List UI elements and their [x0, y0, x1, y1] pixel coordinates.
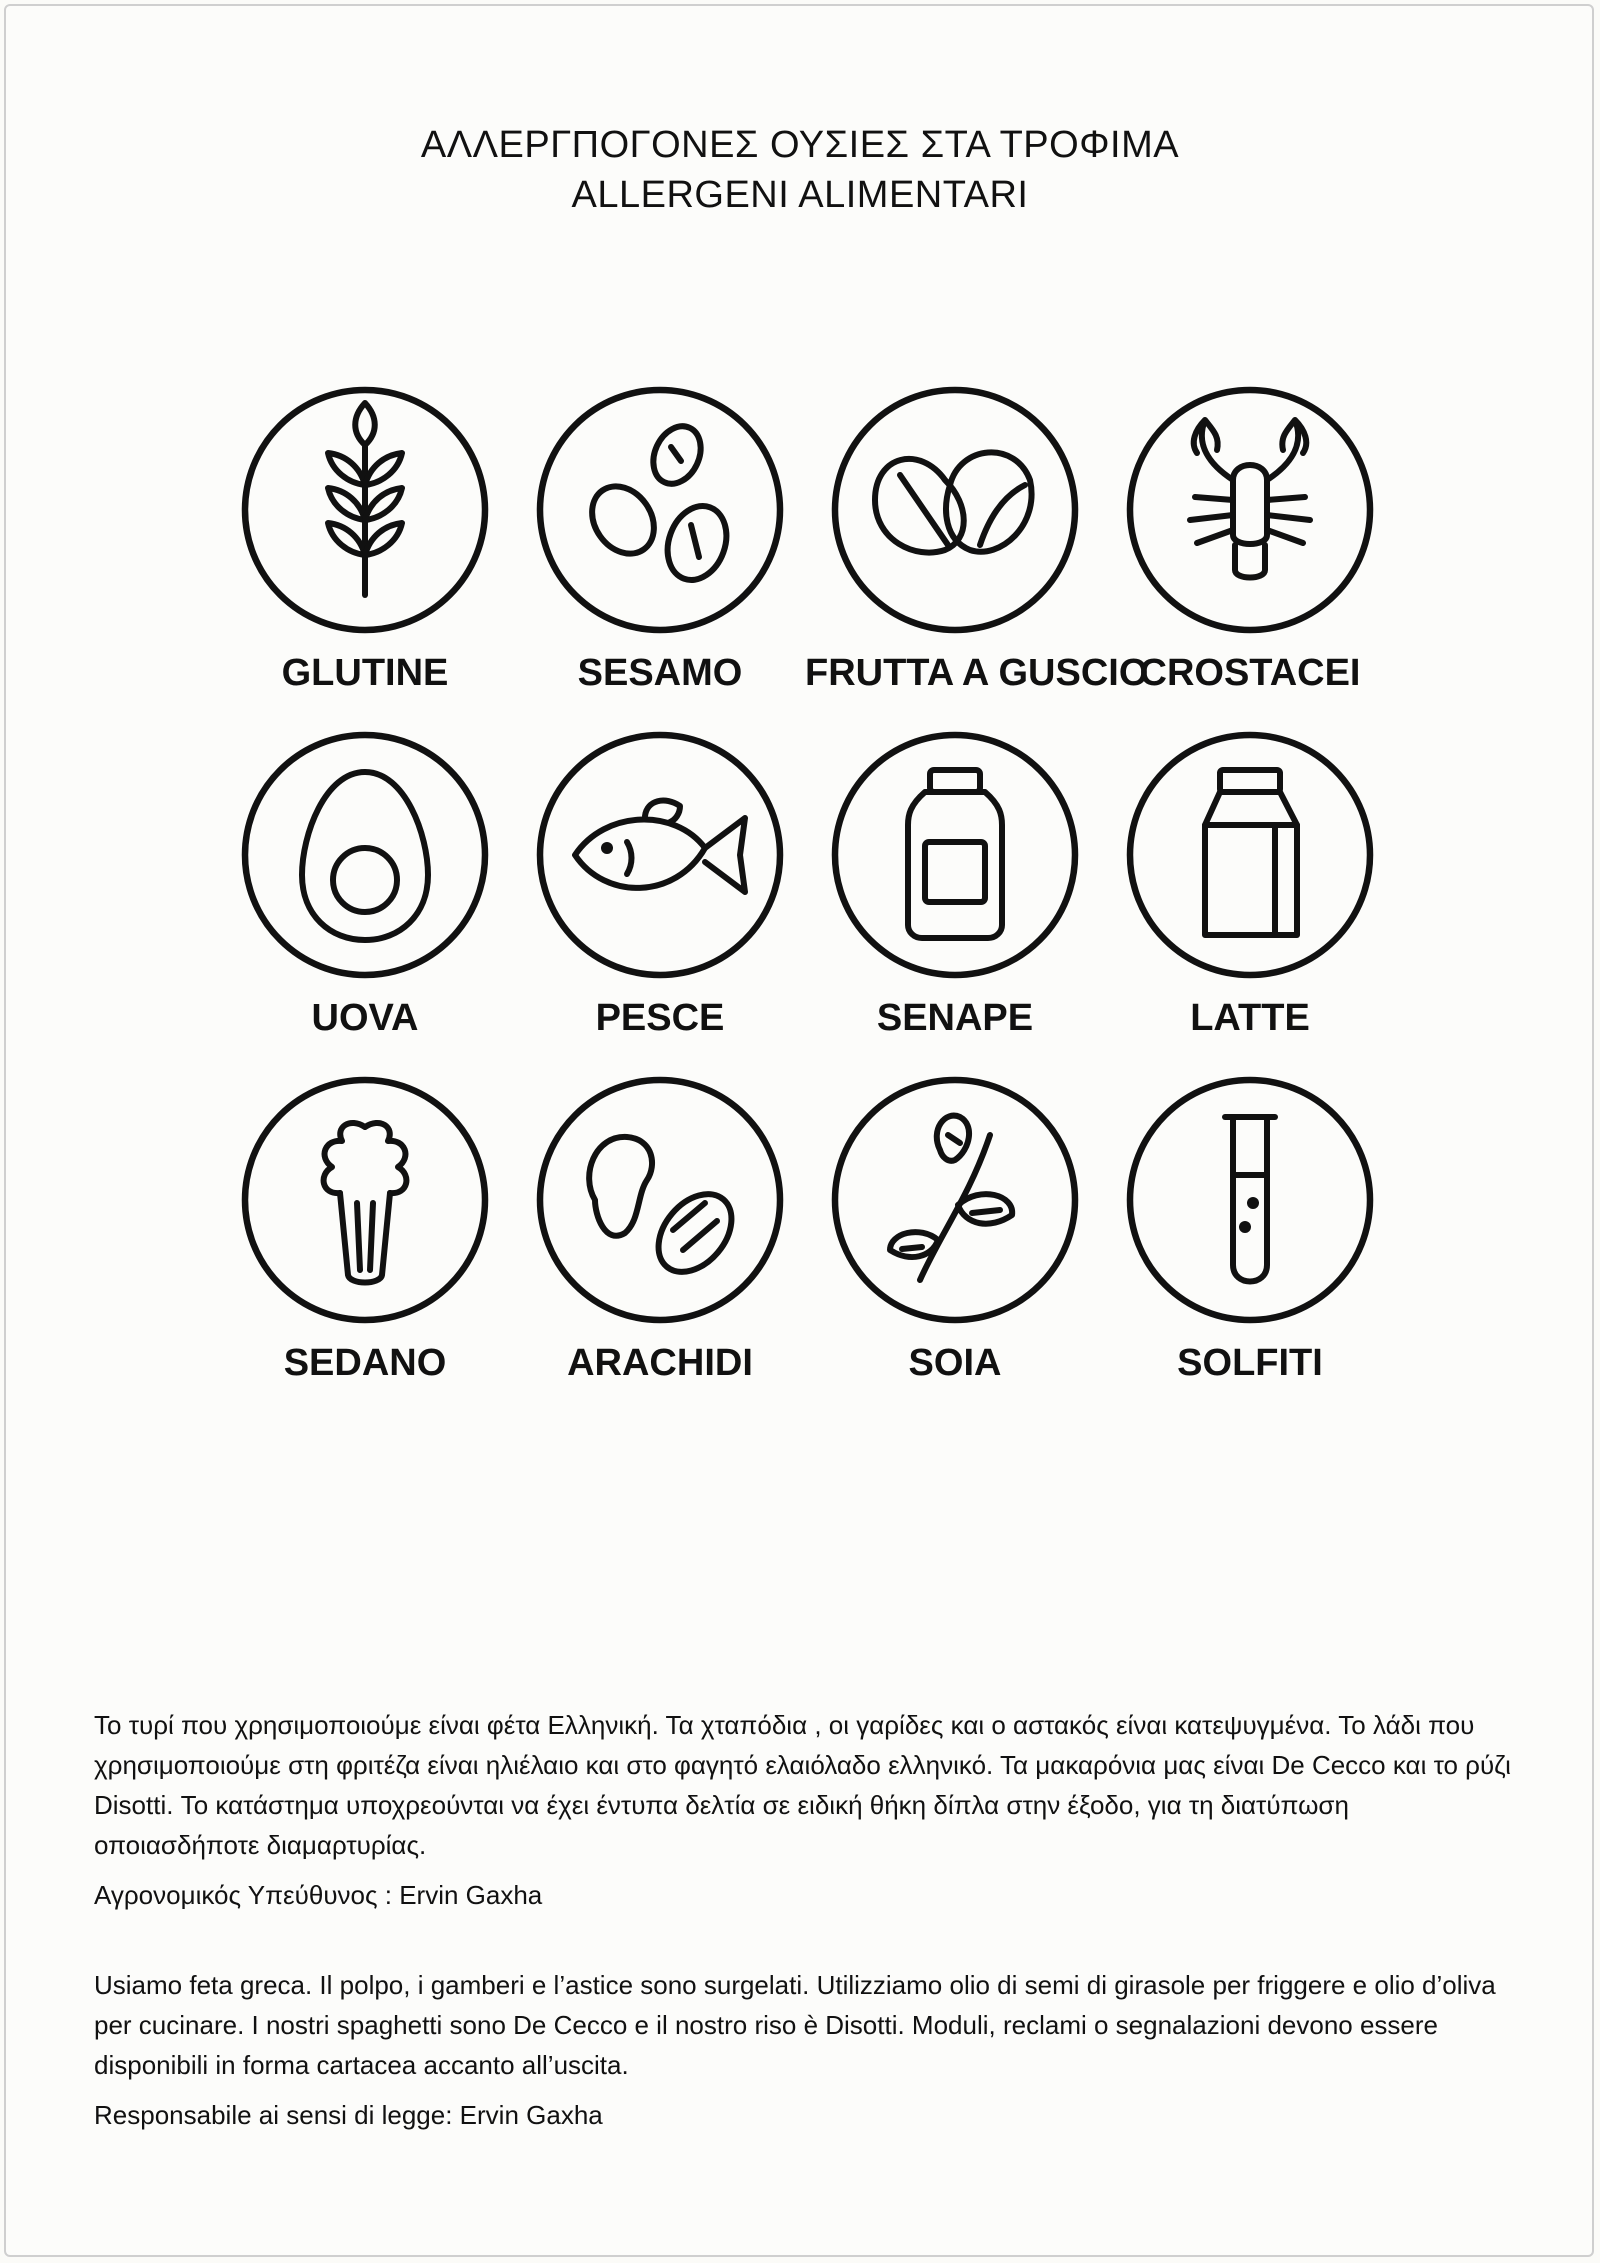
allergen-label: SEDANO — [283, 1342, 447, 1384]
allergen-solfiti — [1100, 1075, 1400, 1385]
milk-carton-icon — [1125, 730, 1375, 980]
title-greek: ΑΛΛΕΡΓΠΟΓΟΝΕΣ ΟΥΣΙΕΣ ΣΤΑ ΤΡΟΦΙΜΑ — [420, 124, 1180, 166]
allergen-label: ARACHIDI — [567, 1342, 753, 1384]
allergen-frutta-a-guscio — [805, 385, 1149, 695]
italian-notes — [94, 1965, 1514, 2135]
allergen-label: CROSTACEI — [1139, 652, 1361, 694]
mustard-jar-icon — [830, 730, 1080, 980]
allergen-crostacei — [1100, 385, 1400, 695]
allergen-pesce — [510, 730, 810, 1040]
allergen-uova — [215, 730, 515, 1040]
allergen-label: PESCE — [595, 997, 725, 1039]
peanut-icon — [535, 1075, 785, 1325]
allergen-glutine — [215, 385, 515, 695]
allergen-label: SOLFITI — [1177, 1342, 1323, 1384]
allergen-sesamo — [510, 385, 810, 695]
greek-notes-text: Το τυρί που χρησιμοποιούμε είναι φέτα Ελληνική. Τα χταπόδια , οι γαρίδες και ο αστακός είναι κατεψυγμένα. Το λάδι που χρησιμοποιούμε στη φριτέζα είναι ηλιέλαιο και στο φαγητό ελαιόλαδο ελληνικό. Τα μακαρόνια μας είναι De Cecco και το ρύζι Disotti. Το κατάστημα υποχρεούνται να έχει έντυπα δελτία σε ειδική θήκη δίπλα στην έξοδο, για τη διατύπωση οποιασδήποτε διαμαρτυρίας. — [94, 1710, 1511, 1860]
title-italian: ALLERGENI ALIMENTARI — [571, 174, 1029, 216]
allergen-label: SESAMO — [577, 652, 743, 694]
wheat-icon — [240, 385, 490, 635]
egg-icon — [240, 730, 490, 980]
allergen-arachidi — [510, 1075, 810, 1385]
allergen-label: GLUTINE — [281, 652, 449, 694]
lobster-icon — [1125, 385, 1375, 635]
allergen-sedano — [215, 1075, 515, 1385]
soy-plant-icon — [830, 1075, 1080, 1325]
greek-notes — [94, 1705, 1514, 1915]
allergen-label: SENAPE — [876, 997, 1034, 1039]
allergen-latte — [1100, 730, 1400, 1040]
italian-responsible: Responsabile ai sensi di legge: Ervin Gaxha — [94, 2100, 603, 2130]
allergen-senape — [805, 730, 1105, 1040]
test-tube-icon — [1125, 1075, 1375, 1325]
allergen-label: SOIA — [908, 1342, 1002, 1384]
greek-responsible: Αγρονομικός Υπεύθυνος : Ervin Gaxha — [94, 1880, 543, 1910]
allergen-soia — [805, 1075, 1105, 1385]
allergen-label: LATTE — [1190, 997, 1310, 1039]
allergen-label: UOVA — [311, 997, 419, 1039]
celery-icon — [240, 1075, 490, 1325]
sesame-seeds-icon — [535, 385, 785, 635]
italian-notes-text: Usiamo feta greca. Il polpo, i gamberi e l’astice sono surgelati. Utilizziamo olio di semi di girasole per friggere e olio d’oliva per cucinare. I nostri spaghetti sono De Cecco e il nostro riso è Disotti. Moduli, reclami o segnalazioni devono essere disponibili in forma cartacea accanto all’uscita. — [94, 1970, 1496, 2080]
allergen-label: FRUTTA A GUSCIO — [805, 652, 1149, 694]
nuts-icon — [830, 385, 1080, 635]
fish-icon — [535, 730, 785, 980]
